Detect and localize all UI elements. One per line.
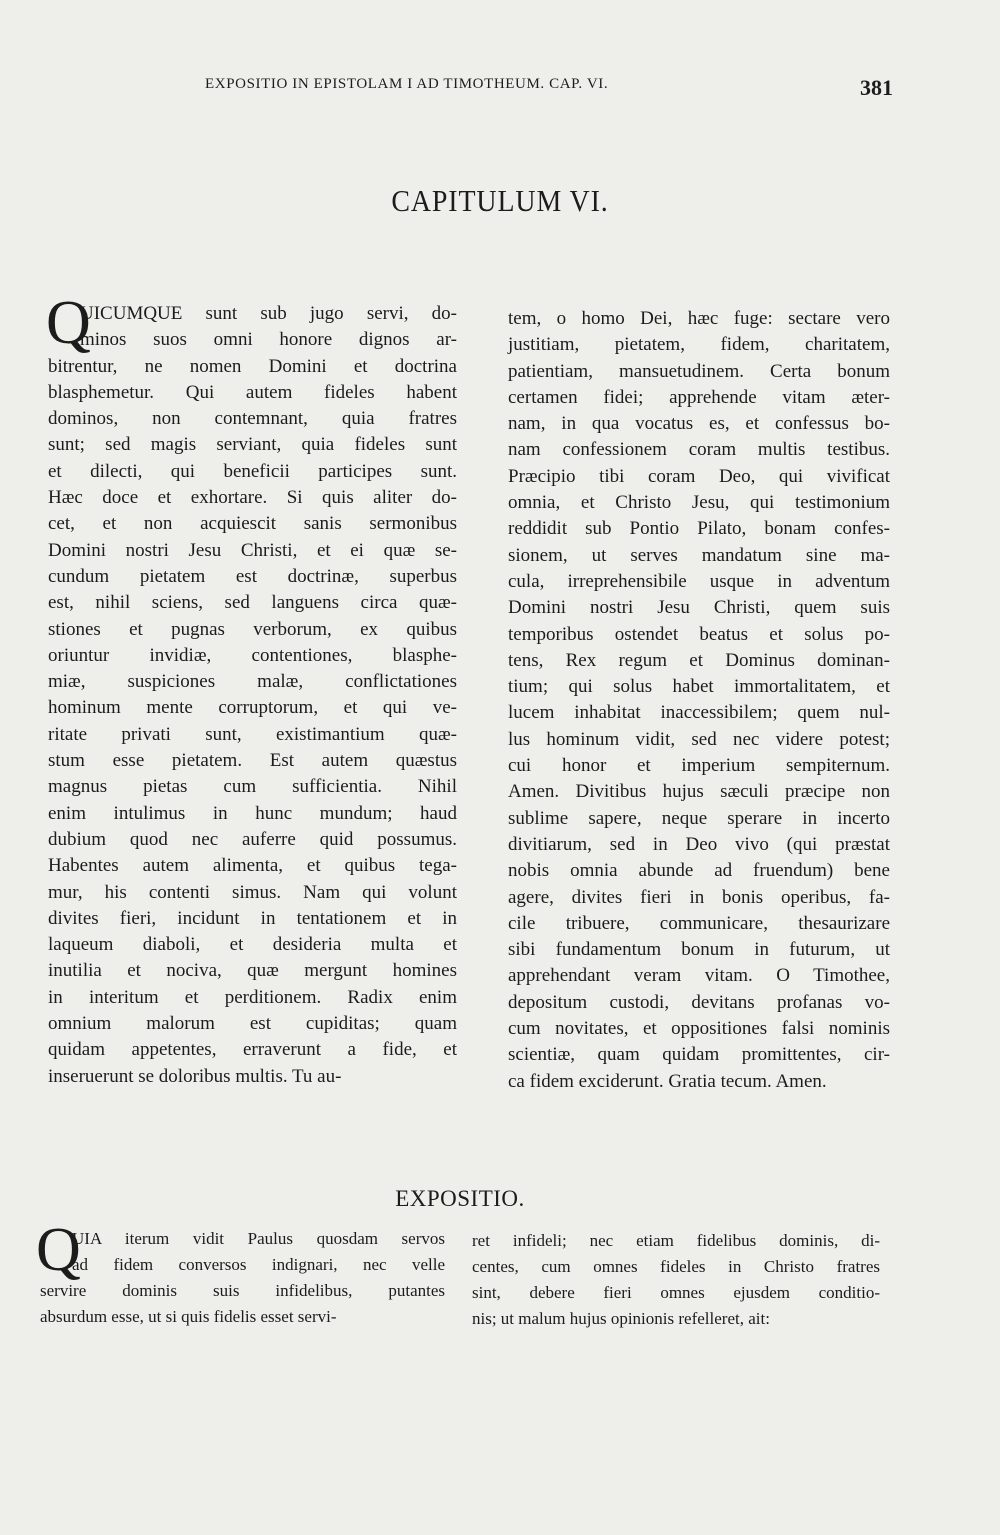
text-line: stum esse pietatem. Est autem quæstus (48, 750, 457, 772)
body-right-column (508, 306, 890, 1095)
exposition-left-column (40, 1226, 445, 1330)
text-line: nis; ut malum hujus opinionis refelleret, ait: (472, 1309, 770, 1328)
exposition-right-column (472, 1228, 880, 1332)
text-line: laqueum diaboli, et desideria multa et (48, 934, 457, 956)
text-line: inutilia et nociva, quæ mergunt homines (48, 960, 457, 982)
body-left-column (48, 301, 457, 1090)
text-line: omnia, et Christo Jesu, qui testimonium (508, 492, 890, 514)
text-line: Præcipio tibi coram Deo, qui vivificat (508, 465, 890, 487)
text-line: dubium quod nec auferre quid possumus. (48, 828, 457, 850)
text-line: nobis omnia abunde ad fruendum) bene (508, 860, 890, 882)
text-line: cui honor et imperium sempiternum. (508, 755, 890, 777)
page-number: 381 (860, 75, 893, 100)
text-line: bitrentur, ne nomen Domini et doctrina (48, 355, 457, 377)
drop-cap: Q (46, 289, 91, 357)
section-title: EXPOSITIO. (395, 1186, 525, 1211)
text-line: centes, cum omnes fideles in Christo fratres (472, 1257, 880, 1276)
text-line: Domini nostri Jesu Christi, et ei quæ se- (48, 539, 457, 561)
text-line: nam, in qua vocatus es, et confessus bo- (508, 413, 890, 435)
text-line: nam confessionem coram multis testibus. (508, 439, 890, 461)
text-line: sibi fundamentum bonum in futurum, ut (508, 939, 890, 961)
text-line: absurdum esse, ut si quis fidelis esset servi- (40, 1307, 337, 1326)
drop-cap: Q (36, 1216, 81, 1284)
text-line: ret infideli; nec etiam fidelibus dominis, di- (472, 1231, 880, 1250)
text-line: Amen. Divitibus hujus sæculi præcipe non (508, 781, 890, 803)
text-line: sunt; sed magis serviant, quia fideles sunt (48, 434, 457, 456)
text-line: oriuntur invidiæ, contentiones, blasphe- (48, 644, 457, 666)
text-line: miæ, suspiciones malæ, conflictationes (48, 671, 457, 693)
text-line: depositum custodi, devitans profanas vo- (508, 991, 890, 1013)
text-line: agere, divites fieri in bonis operibus, fa- (508, 886, 890, 908)
text-line: stiones et pugnas verborum, ex quibus (48, 618, 457, 640)
text-line: mur, his contenti simus. Nam qui volunt (48, 881, 457, 903)
text-line: UICUMQUE sunt sub jugo servi, do- (80, 303, 457, 324)
text-line: inseruerunt se doloribus multis. Tu au- (48, 1065, 342, 1087)
text-line: Habentes autem alimenta, et quibus tega- (48, 855, 457, 877)
text-line: cula, irreprehensibile usque in adventum (508, 570, 890, 592)
text-line: lucem inhabitat inaccessibilem; quem nul- (508, 702, 890, 724)
text-line: omnium malorum est cupiditas; quam (48, 1013, 457, 1035)
text-line: temporibus ostendet beatus et solus po- (508, 623, 890, 645)
chapter-title: CAPITULUM VI. (391, 183, 609, 218)
text-line: cet, et non acquiescit sanis sermonibus (48, 513, 457, 535)
text-line: enim intulimus in hunc mundum; haud (48, 802, 457, 824)
text-line: ad fidem conversos indignari, nec velle (72, 1255, 445, 1274)
text-line: divites fieri, incidunt in tentationem et in (48, 907, 457, 929)
text-line: cundum pietatem est doctrinæ, superbus (48, 565, 457, 587)
text-line: minos suos omni honore dignos ar- (80, 329, 457, 351)
text-line: divitiarum, sed in Deo vivo (qui præstat (508, 833, 890, 855)
text-line: cile tribuere, communicare, thesaurizare (508, 912, 890, 934)
text-line: et dilecti, qui beneficii participes sunt. (48, 460, 457, 482)
text-line: justitiam, pietatem, fidem, charitatem, (508, 334, 890, 356)
text-line: sionem, ut serves mandatum sine ma- (508, 544, 890, 566)
text-line: servire dominis suis infidelibus, putantes (40, 1281, 445, 1300)
text-line: sint, debere fieri omnes ejusdem conditio- (472, 1283, 880, 1302)
text-line: tem, o homo Dei, hæc fuge: sectare vero (508, 308, 890, 329)
text-line: sublime sapere, neque sperare in incerto (508, 807, 890, 829)
text-line: apprehendant veram vitam. O Timothee, (508, 965, 890, 987)
text-line: Domini nostri Jesu Christi, quem suis (508, 597, 890, 619)
text-line: in interitum et perditionem. Radix enim (48, 986, 457, 1008)
text-line: lus hominum vidit, sed nec videre potest; (508, 728, 890, 750)
text-line: certamen fidei; apprehende vitam æter- (508, 386, 890, 408)
text-line: tium; qui solus habet immortalitatem, et (508, 676, 890, 698)
text-line: magnus pietas cum sufficientia. Nihil (48, 776, 457, 798)
text-line: quidam appetentes, erraverunt a fide, et (48, 1039, 457, 1061)
text-line: blasphemetur. Qui autem fideles habent (48, 381, 457, 403)
text-line: ca fidem exciderunt. Gratia tecum. Amen. (508, 1070, 827, 1092)
text-line: est, nihil sciens, sed languens circa quæ- (48, 592, 457, 614)
text-line: hominum mente corruptorum, et qui ve- (48, 697, 457, 719)
text-line: cum novitates, et oppositiones falsi nominis (508, 1018, 890, 1040)
text-line: dominos, non contemnant, quia fratres (48, 408, 457, 430)
text-line: tens, Rex regum et Dominus dominan- (508, 649, 890, 671)
text-line: reddidit sub Pontio Pilato, bonam confes- (508, 518, 890, 540)
text-line: scientiæ, quam quidam promittentes, cir- (508, 1044, 890, 1066)
text-line: patientiam, mansuetudinem. Certa bonum (508, 360, 890, 382)
text-line: UIA iterum vidit Paulus quosdam servos (72, 1229, 445, 1248)
running-header: EXPOSITIO IN EPISTOLAM I AD TIMOTHEUM. CAP. VI. (205, 76, 609, 92)
text-line: ritate privati sunt, existimantium quæ- (48, 723, 457, 745)
text-line: Hæc doce et exhortare. Si quis aliter do- (48, 487, 457, 509)
